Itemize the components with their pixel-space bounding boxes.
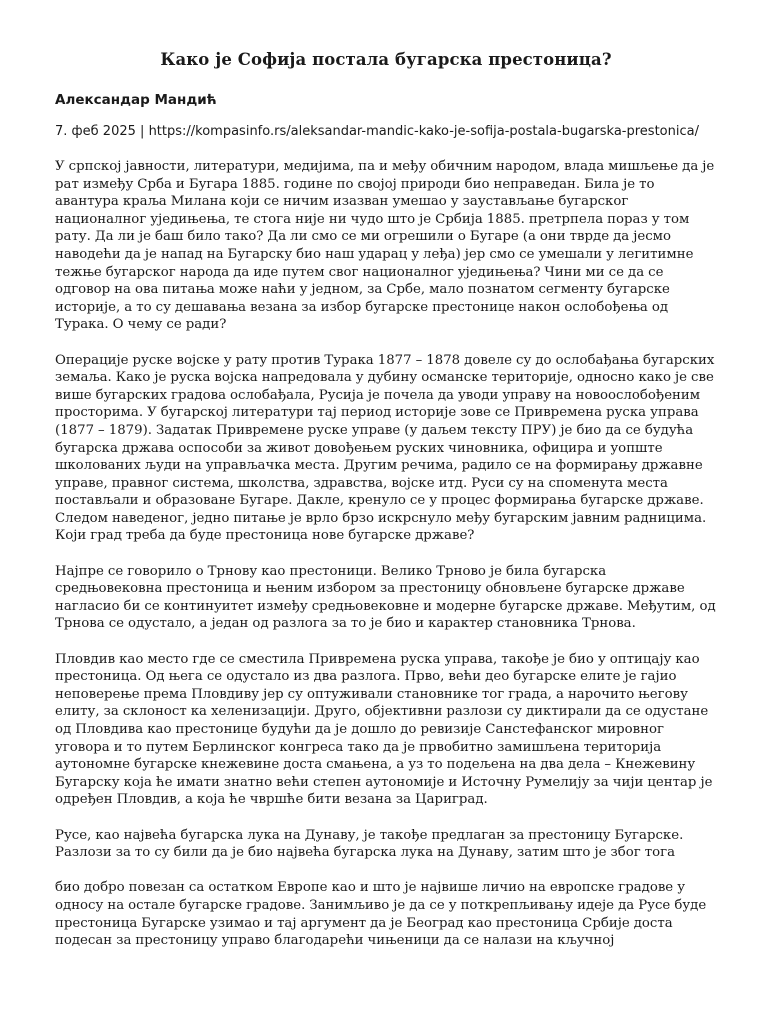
- paragraph: У српској јавности, литератури, медијима, па и међу обичним народом, влада мишљење да је рат између Срба и Бугара 1885. године по својој природи био неправедан. Била је то авантура краља Милана који се ничим изазван умешао у заустављање бугарског националног уједињења, те стога није ни чудо што је Србија 1885. претрпела пораз у том рату. Да ли је баш било тако? Да ли смо се ми огрешили о Бугаре (а они тврде да јесмо наводећи да је напад на Бугарску био наш ударац у леђа) јер смо се умешали у легитимне тежње бугарског народа да иде путем свог националног уједињења? Чини ми се да се одговор на ова питања може наћи у једном, за Србе, мало познатом сегменту бугарске историје, а то су дешавања везана за избор бугарске престонице након ослобођења од Турака. О чему се ради?: [55, 159, 715, 333]
- article-author: Александар Мандић: [55, 92, 217, 108]
- paragraph: Русе, као највећа бугарска лука на Дунаву, је такође предлаган за престоницу Бугарске. Разлози за то су били да је био највећа бугарска лука на Дунаву, затим што је због тога: [55, 827, 684, 861]
- paragraph: Операције руске војске у рату против Турака 1877 – 1878 довеле су до ослобађања бугарских земаља. Како је руска војска напредовала у дубину османске територије, односно како је све више бугарских градова ослобађала, Русија је почела да уводи управу на новоослобођеним просторима. У бугарској литератури тај период историје зове се Привремена руска управа (1877 – 1879). Задатак Привремене руске управе (у даљем тексту ПРУ) је био да се будућа бугарска држава оспособи за живот довођењем руских чиновника, официра и уопште школованих људи на управљачка места. Другим речима, радило се на формирању државне управе, правног система, школства, здравства, војске итд. Руси су на споменута места постављали и образоване Бугаре. Дакле, кренуло се у процес формирања бугарске државе. Следом наведеног, једно питање је врло брзо искрснуло међу бугарским јавним радницима. Који град треба да буде престоница нове бугарске државе?: [55, 352, 715, 544]
- article-meta: [55, 123, 717, 141]
- article: [55, 48, 717, 967]
- paragraph: био добро повезан са остатком Европе као и што је највише личио на европске градове у односу на остале бугарске градове. Занимљиво је да се у поткрепљивању идеје да Русе буде престоница Бугарске узимао и тај аргумент да је Београд као престоница Србије доста подесан за престоницу управо благодарећи чињеници да се налази на кључној: [55, 880, 707, 949]
- paragraph: Најпре се говорило о Трнову као престоници. Велико Трново је била бугарска средњовековна престоница и њеним избором за престоницу обновљене бугарске државе нагласио би се континуитет између средњовековне и модерне бугарске државе. Међутим, од Трнова се одустало, а један од разлога за то је био и карактер становника Трнова.: [55, 563, 716, 632]
- article-body: [55, 158, 717, 950]
- article-source-url: https://kompasinfo.rs/aleksandar-mandic-kako-je-sofija-postala-bugarska-prestonica/: [148, 124, 699, 139]
- article-title: Како је Софија постала бугарска престоница?: [160, 50, 612, 69]
- meta-separator: |: [140, 124, 145, 139]
- paragraph: Пловдив као место где се сместила Привремена руска управа, такође је био у оптицају као престоница. Од њега се одустало из два разлога. Прво, већи део бугарске елите је гајио неповерење према Пловдиву јер су оптуживали становнике тог града, а нарочито његову елиту, за склоност ка хеленизацији. Друго, објективни разлози су диктирали да се одустане од Пловдива као престонице будући да је дошло до ревизије Санстефанског мировног уговора и то путем Берлинског конгреса тако да је првобитно замишљена територија аутономне бугарске кнежевине доста смањена, а уз то подељена на два дела – Кнежевину Бугарску која ће имати знатно већи степен аутономије и Источну Румелију за чији центар је одређен Пловдив, а која ће чвршће бити везана за Цариград.: [55, 651, 713, 808]
- article-date: 7. феб 2025: [55, 124, 136, 139]
